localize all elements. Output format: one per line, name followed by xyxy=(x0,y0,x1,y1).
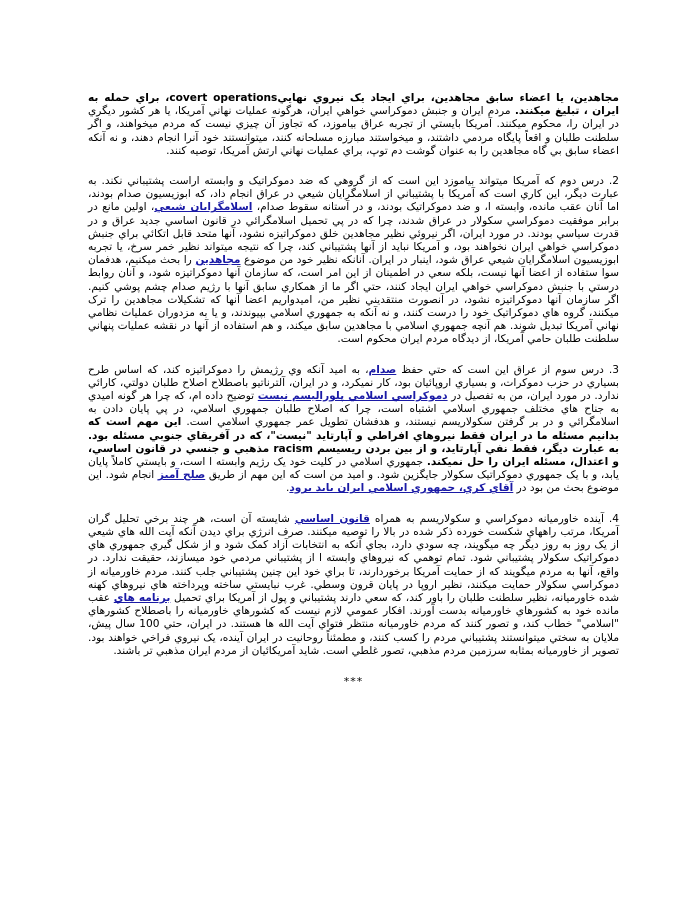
inline-link[interactable]: آقاي کري، جمهوري اسلامي ايران بايد برود xyxy=(289,482,514,495)
paragraph-text: مردم ايران و جنبش دموکراسي خواهي ايران، هرگونه عمليات نهاني آمريکا، يا هر کشور ديگري در ايران را، محکوم ميکنند. آمريکا بايستي از تجربه عراق بياموزد، که تجاوز آن چيزي نيست که مردم ميخواهند، و اگر سلطنت طلبان و اقعاً پايگاه مردمي داشتند، و ميخواستند مبارزه مسلحانه کنند، ميتوانستند خود آنرا انجام دهند، و نه آنکه اعضاء سابق بي گاه مجاهدين را به عنوان گوشت دم توپ، براي عمليات نهاني ارتش آمريکا، توصيه کنند. xyxy=(88,105,619,157)
inline-link[interactable]: دموکراسي اسلامي پلوراليسم نيست xyxy=(257,390,448,403)
inline-link[interactable]: اسلامگرايان شيعي xyxy=(154,201,253,214)
paragraph-2 xyxy=(88,175,619,347)
inline-link[interactable]: مجاهدين xyxy=(195,254,241,267)
paragraph-1 xyxy=(88,92,619,158)
paragraph-text: ، اولين مانع در برابر موفقيت دموکراسي سکولار در عراق شدند، چرا که در پي تحميل اسلامگرائي در قانون اساسي جديد عراق و در قدرت سياسي بودند. در مورد ايران، اگر نيروئي نظير مجاهدين خلق دموکراتيزه نشود، آنها متحد قابل اتکائي براي جنبش دموکراسي خواهي ايران نخواهند بود، و آمريکا نبايد از آنها پشتيباني کند، چرا که نتيجه ميتواند نظير خمر سرخ، يا تجربه ابوزيسيون اسلامگرايان شيعي عراق شود، اينبار در ايران. آنانکه نظير خود من موضوع xyxy=(88,201,619,267)
paragraph-4 xyxy=(88,513,619,658)
paragraph-text: توضيح داده ام، که چرا هر گونه اميدي به جناح هاي مختلف جمهوري اسلامي اشتباه است، چرا که اصلاح طلبان جمهوري اسلامي، در پي پايان دادن به اسلامگرائي و در بر گرفتن سکولاريسم نيستند، و هدفشان تطويل عمر جمهوري اسلامي است. xyxy=(88,390,619,429)
paragraph-text: شايسته آن است، هر چند برخي تحليل گران آمريکا، مرتب راههاي شکست خورده ذکر شده در بالا را توصيه ميکنند. صرف انرژي براي ديدن آنکه آيت الله هاي شيعي از يک روز به روز ديگر چه ميگويند، چه سودي دارد، بجاي آنکه به انتخابات آزاد کمک شود و از شکل گيري جمهوري هاي دموکراتيک سکولار پشتيباني شود. تمام توهمي که نيروهاي وابسته ا از پشتيباني مردمي خود ميسازند، حقيقت ندارد. در واقع، آنها به مردم ميگويند که از حمايت آمريکا برخوردارند، تا براي خود اين چنين پشتيباني جلب کنند. مردم خاورميانه از دموکراسي سکولار حمايت ميکنند، نظير اروپا در پايان قرون وسطي. غرب نبايستي ساخته وپرداخته هاي نيروهاي کهنه شده خاورميانه، نظير سلطنت طلبان را باور کند، که سعي دارند پشتيباني و پول از آمريکا براي تحميل xyxy=(88,512,619,604)
section-separator: *** xyxy=(343,674,364,688)
paragraph-text: 3. درس سوم از عراق اين است که حتي حفظ xyxy=(396,363,619,376)
inline-link[interactable]: قانون اساسي xyxy=(294,512,370,525)
paragraph-text: 2. درس دوم که آمريکا ميتواند بياموزد اين است که از گروهي که ضد دموکراتيک و وابسته اراست پشتيباني نکند. به عبارت ديگر، اين کاري است که آمريکا با پشتيباني از اسلامگرايان شيعي در عراق انجام داد، که ابوزيسيون صدام بودند، اما آنان عقب مانده، وابسته ا، و ضد دموکراتيک بودند، و در آستانه سقوط صدام، xyxy=(88,175,619,214)
inline-link[interactable]: صدام xyxy=(368,363,397,376)
paragraph-text: را بحث ميکنيم، هدفمان سوا ستفاده از اعضا آنها نيست، بلکه سعي در اطمينان از اين امر است، که سازمان آنها دموکراتيزه شود، و آنان روابط درستي با جنبش دموکراسي خواهي ايران ايجاد کنند، حتي اگر ما از همکاري سابق آنها با رژيم صدام چشم پوشي کنيم. اگر سازمان آنها دموکراتيزه نشود، در آنصورت منتقديني نظير من، اميدواريم اعضا آنها که تشکيلات مجاهدين را ترک ميکنند، گروه هاي دموکراتيک خود را درست کنند، و نه آنکه به جمهوري اسلامي بپيوندند، و يا به مزدوران عمليات نظامي نهاني آمريکا تبديل شوند. هم آنچه جمهوري اسلامي با مجاهدين سابق ميکند، و هم استفاده از آنها در نقشه عمليات پنهاني سلطنت طلبان حامي آمريکا، از ديدگاه مردم ايران محکوم است. xyxy=(88,254,619,346)
bold-text: اين مهم است که بدانيم مسئله ما در ايران فقط نيروهاي افراطي و آپارتايد "نيست"، که در آفريقاي جنوبي مسئله بود. به عبارت ديگر، فقط نفي آپارتايد، و از بين بردن ريسيسم racism مذهبي و جنسي در قانون اساسي، و اعتدال، مسئله ايران را حل نميکند. xyxy=(88,416,619,469)
paragraph-text: انجام شود. اين موضوع بحث من بود در xyxy=(88,469,619,495)
paragraph-text: جمهوري اسلامي در کليت خود يک رژيم وابسته ا است، و بايستي کاملاً پايان يابد، و با يک جمهوري دموکراتيک سکولار جايگزين شود. و اميد من است که اين مهم از طريق xyxy=(88,456,619,482)
paragraph-text: 4. آينده خاورميانه دموکراسي و سکولاريسم به همراه xyxy=(369,512,620,525)
bold-text: ، براي حمله به ايران ، تبليغ ميکنند. xyxy=(88,92,619,118)
paragraph-3 xyxy=(88,364,619,496)
bold-text: covert operations xyxy=(169,92,278,104)
paragraph-text: ، به اميد آنکه وي رژيمش را دموکراتيزه کند، که اساس طرح بسياري در حزب دموکرات، و بسياري اروپائيان بود، کار نميکرد، و در ايران، آلترناتيو باصطلاح اصلاح طلبان دولتي، کارائي ندارد. در مورد ايران، من به تفصيل در xyxy=(88,363,620,403)
paragraph-text: . xyxy=(286,482,290,495)
paragraph-text: عقب مانده خود به کشورهاي خاورميانه بدست آورند. افکار عمومي لازم نيست که کشورهاي خاورميانه را باصطلاح کشورهاي "اسلامي" خطاب کند، و تصور کنند که مردم خاورميانه منتظر فتواي آيت الله ها هستند. در ايران، حتي 100 سال پيش، ملايان به سختي ميتوانستند پشتيباني مردم را کسب کنند، و مطمئناً روحانيت در ايران آينده، يک نيروي فراخي خواهند بود. تصوير از خاورميانه بمثابه سرزمين مردم مذهبي، تصور غلطي است. شايد آمريکائيان از مردم ايران مذهبي تر باشند. xyxy=(88,591,619,657)
bold-text: مجاهدين، يا اعضاء سابق مجاهدين، براي ايجاد يک نيروي نهايي xyxy=(277,92,619,104)
document-page xyxy=(88,92,619,688)
inline-link[interactable]: برنامه هاي xyxy=(113,591,171,604)
inline-link[interactable]: صلح آميز xyxy=(157,469,206,482)
